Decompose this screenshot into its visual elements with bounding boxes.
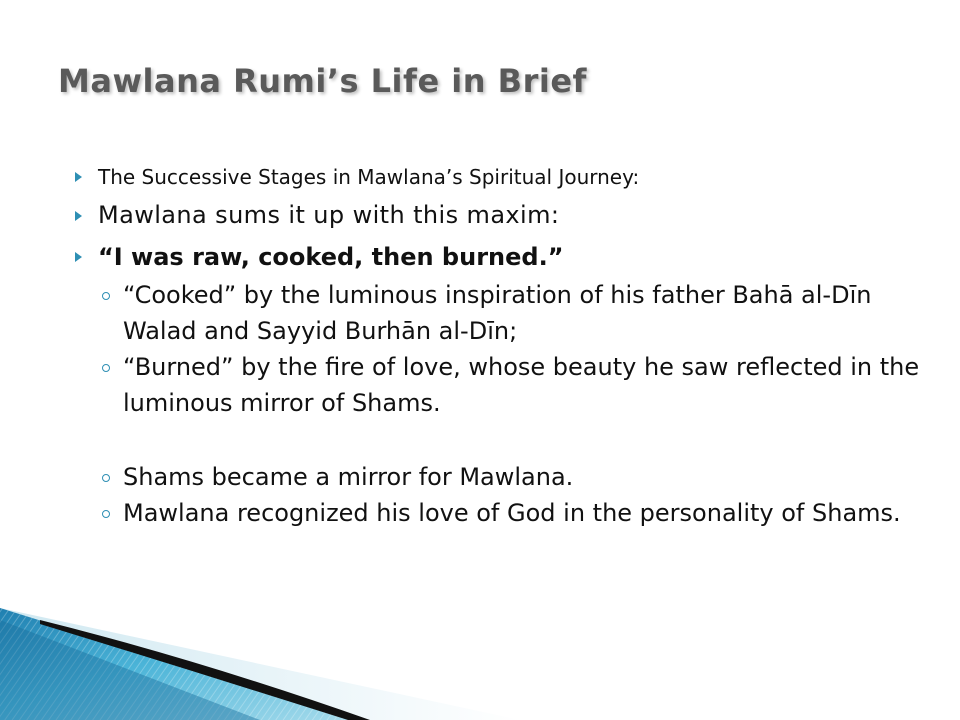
- triangle-right-icon: [75, 160, 85, 194]
- sub-bullet-text: Shams became a mirror for Mawlana.: [123, 463, 574, 491]
- ring-icon: [102, 292, 110, 300]
- bullet-list: [75, 160, 935, 531]
- sub-bullet-text: Mawlana recognized his love of God in the personality of Shams.: [123, 499, 901, 527]
- bullet-text: “I was raw, cooked, then burned.”: [98, 243, 564, 271]
- ring-icon: [102, 510, 110, 518]
- sub-bullet-text: “Burned” by the fire of love, whose beauty he saw reflected in the luminous mirror of Shams.: [123, 353, 920, 417]
- sub-bullet-text: “Cooked” by the luminous inspiration of his father Bahā al-Dīn Walad and Sayyid Burhān al-Dīn;: [123, 281, 872, 345]
- sub-bullet-item: [75, 349, 935, 421]
- ring-icon: [102, 364, 110, 372]
- sub-bullet-item: [75, 459, 935, 495]
- triangle-right-icon: [75, 194, 85, 237]
- bullet-item: [75, 194, 935, 237]
- spacer: [75, 421, 935, 459]
- bullet-item: [75, 237, 935, 277]
- bullet-text: Mawlana sums it up with this maxim:: [98, 201, 560, 229]
- decorative-wave: [0, 590, 960, 720]
- bullet-text: The Successive Stages in Mawlana’s Spiritual Journey:: [98, 165, 640, 189]
- ring-icon: [102, 474, 110, 482]
- triangle-right-icon: [75, 237, 85, 277]
- bullet-item: [75, 160, 935, 194]
- sub-bullet-item: [75, 495, 935, 531]
- slide-title: Mawlana Rumi’s Life in Brief: [58, 62, 587, 100]
- sub-bullet-item: [75, 277, 935, 349]
